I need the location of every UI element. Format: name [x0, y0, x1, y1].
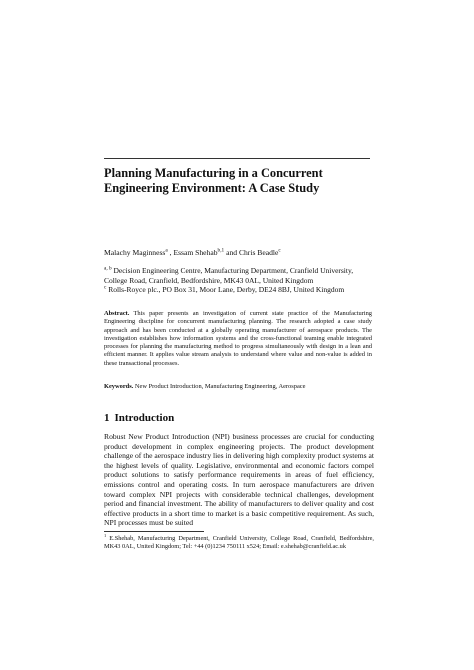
author-name: Essam Shehab: [173, 248, 218, 257]
section-heading: [104, 412, 174, 424]
paper-title: Planning Manufacturing in a Concurrent Engineering Environment: A Case Study: [104, 166, 323, 195]
author-name: Chris Beadle: [238, 248, 279, 257]
affiliation-item: [104, 285, 376, 295]
section-title: Introduction: [114, 412, 175, 424]
keywords-text: New Product Introduction, Manufacturing Engineering, Aerospace: [134, 383, 306, 390]
affiliation-text: Rolls-Royce plc., PO Box 31, Moor Lane, Derby, DE24 8BJ, United Kingdom: [108, 285, 345, 295]
abstract-label: Abstract.: [104, 310, 130, 317]
affiliation-sup: a, b: [104, 265, 112, 272]
author-sup: a: [165, 247, 168, 254]
affiliation-item: [104, 266, 376, 285]
author-sup: c: [278, 247, 281, 254]
abstract-text: This paper presents an investigation of current state practice of the Manufacturing Engineering discipline for concurrent manufacturing planning. The research adopted a case study approach and has been conducted at a globally operating manufacturer of aerospace products. The investigation establishes how information systems and the cross-functional teaming enable integrated processes for planning the manufacturing method to progress simultaneously with design in a lean and efficient manner. It applies value stream analysis to understand where value and non-value is added in these transactional processes.: [104, 310, 373, 367]
footnote-rule: [104, 531, 204, 532]
author-name: Malachy Maginness: [104, 248, 166, 257]
footnote: [104, 532, 375, 551]
keywords: [104, 383, 372, 391]
affiliations: [104, 266, 376, 295]
author-separator: and: [224, 248, 239, 257]
affiliation-sup: c: [104, 284, 107, 291]
author-separator: ,: [167, 248, 174, 257]
footnote-sup: 1: [104, 532, 107, 538]
affiliation-text: Decision Engineering Centre, Manufacturing Department, Cranfield University, College Road, Cranfield, Bedfordshire, MK43 0AL, United Kingdom: [104, 266, 354, 285]
section-number: 1: [104, 412, 110, 424]
keywords-label: Keywords.: [104, 383, 134, 390]
footnote-text: E.Shehab, Manufacturing Department, Cranfield University, College Road, Cranfield, Bedfordshire, MK43 0AL, United Kingdom; Tel: +44 (0)1234 750111 x524; Email: e.shehab@cranfield.ac.uk: [104, 535, 375, 550]
author-sup: b,1: [217, 247, 225, 254]
title-rule: [104, 158, 370, 159]
abstract: [104, 310, 372, 368]
author-line: [104, 248, 374, 258]
intro-paragraph: Robust New Product Introduction (NPI) business processes are crucial for conducting product development in complex engineering projects. The product development challenge of the aerospace industry lies in delivering high complexity product systems at the highest levels of quality. Legislative, environmental and economic factors compel product solutions to satisfy performance requirements in areas of fuel efficiency, emissions control and operating costs. In turn aerospace manufacturers are driven toward complex NPI projects with considerable technical challenges, development period and financial investment. The ability of manufacturers to deliver quality and cost effective products in a short time to market is a basic competitive requirement. As such, NPI processes must be suited: [104, 432, 374, 528]
